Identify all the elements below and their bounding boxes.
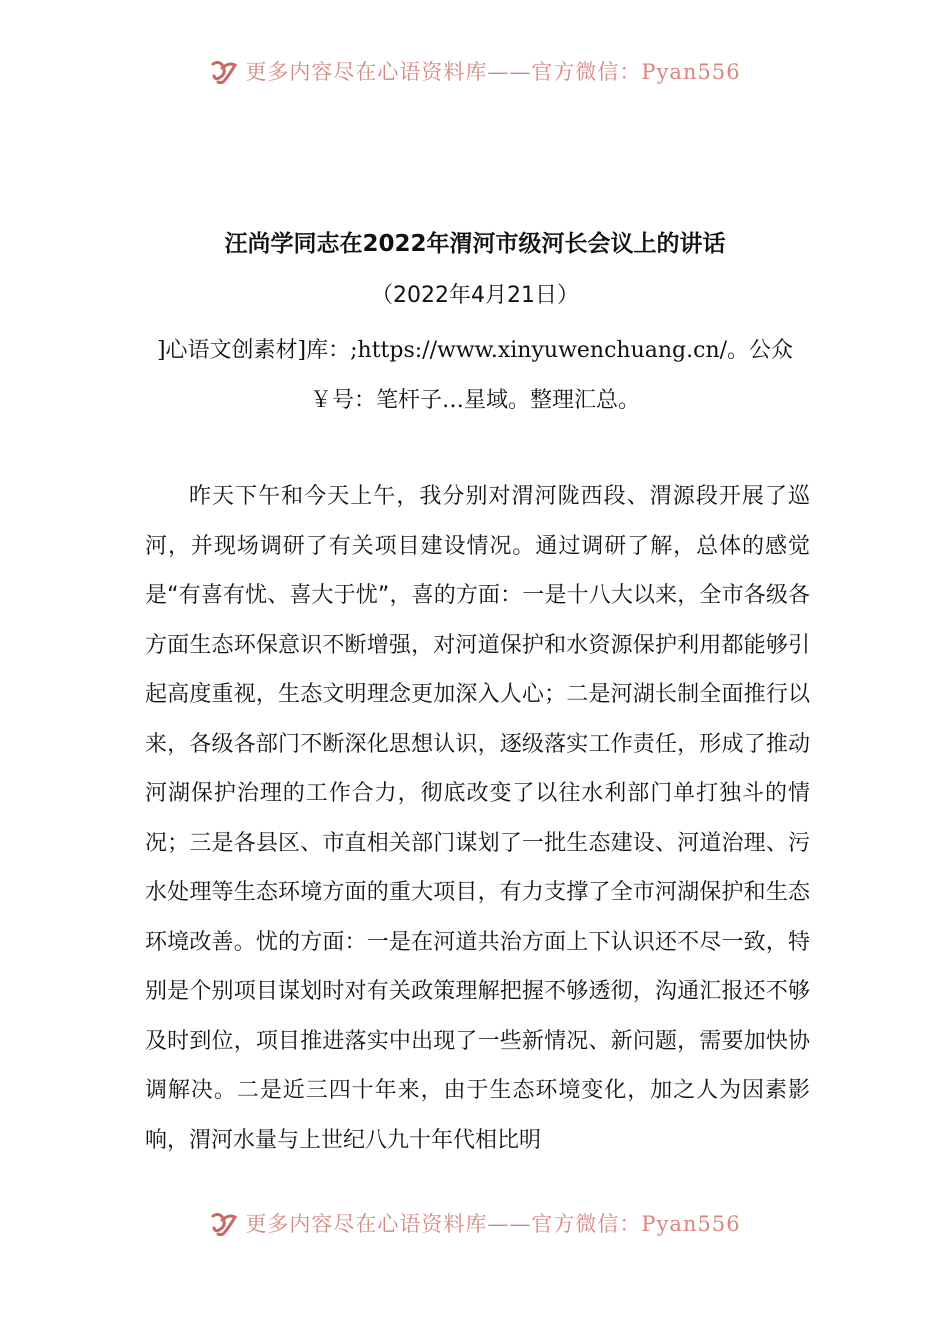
footer-watermark xyxy=(0,1206,950,1240)
paragraph: 昨天下午和今天上午，我分别对渭河陇西段、渭源段开展了巡河，并现场调研了有关项目建设情况。通过调研了解，总体的感觉是“有喜有忧、喜大于忧”，喜的方面：一是十八大以来，全市各级各方面生态环保意识不断增强，对河道保护和水资源保护利用都能够引起高度重视，生态文明理念更加深入人心；二是河湖长制全面推行以来，各级各部门不断深化思想认识，逐级落实工作责任，形成了推动河湖保护治理的工作合力，彻底改变了以往水利部门单打独斗的情况；三是各县区、市直相关部门谋划了一批生态建设、河道治理、污水处理等生态环境方面的重大项目，有力支撑了全市河湖保护和生态环境改善。忧的方面：一是在河道共治方面上下认识还不尽一致，特别是个别项目谋划时对有关政策理解把握不够透彻，沟通汇报还不够及时到位，项目推进落实中出现了一些新情况、新问题，需要加快协调解决。二是近三四十年来，由于生态环境变化，加之人为因素影响，渭河水量与上世纪八九十年代相比明 xyxy=(145,484,810,1153)
body-text xyxy=(145,472,810,1165)
document-date: （2022年4月21日） xyxy=(371,283,579,308)
watermark-text: 更多内容尽在心语资料库——官方微信：Pyan556 xyxy=(245,60,741,84)
xinyu-logo-icon xyxy=(209,1208,239,1238)
header-watermark xyxy=(0,54,950,88)
xinyu-logo-icon xyxy=(209,56,239,86)
source-line: ]心语文创素材]库：;https://www.xinyuwenchuang.cn/。公众￥号：笔杆子…星域。整理汇总。 xyxy=(156,338,794,413)
document-title: 汪尚学同志在2022年渭河市级河长会议上的讲话 xyxy=(224,231,726,257)
watermark-text: 更多内容尽在心语资料库——官方微信：Pyan556 xyxy=(245,1212,741,1236)
